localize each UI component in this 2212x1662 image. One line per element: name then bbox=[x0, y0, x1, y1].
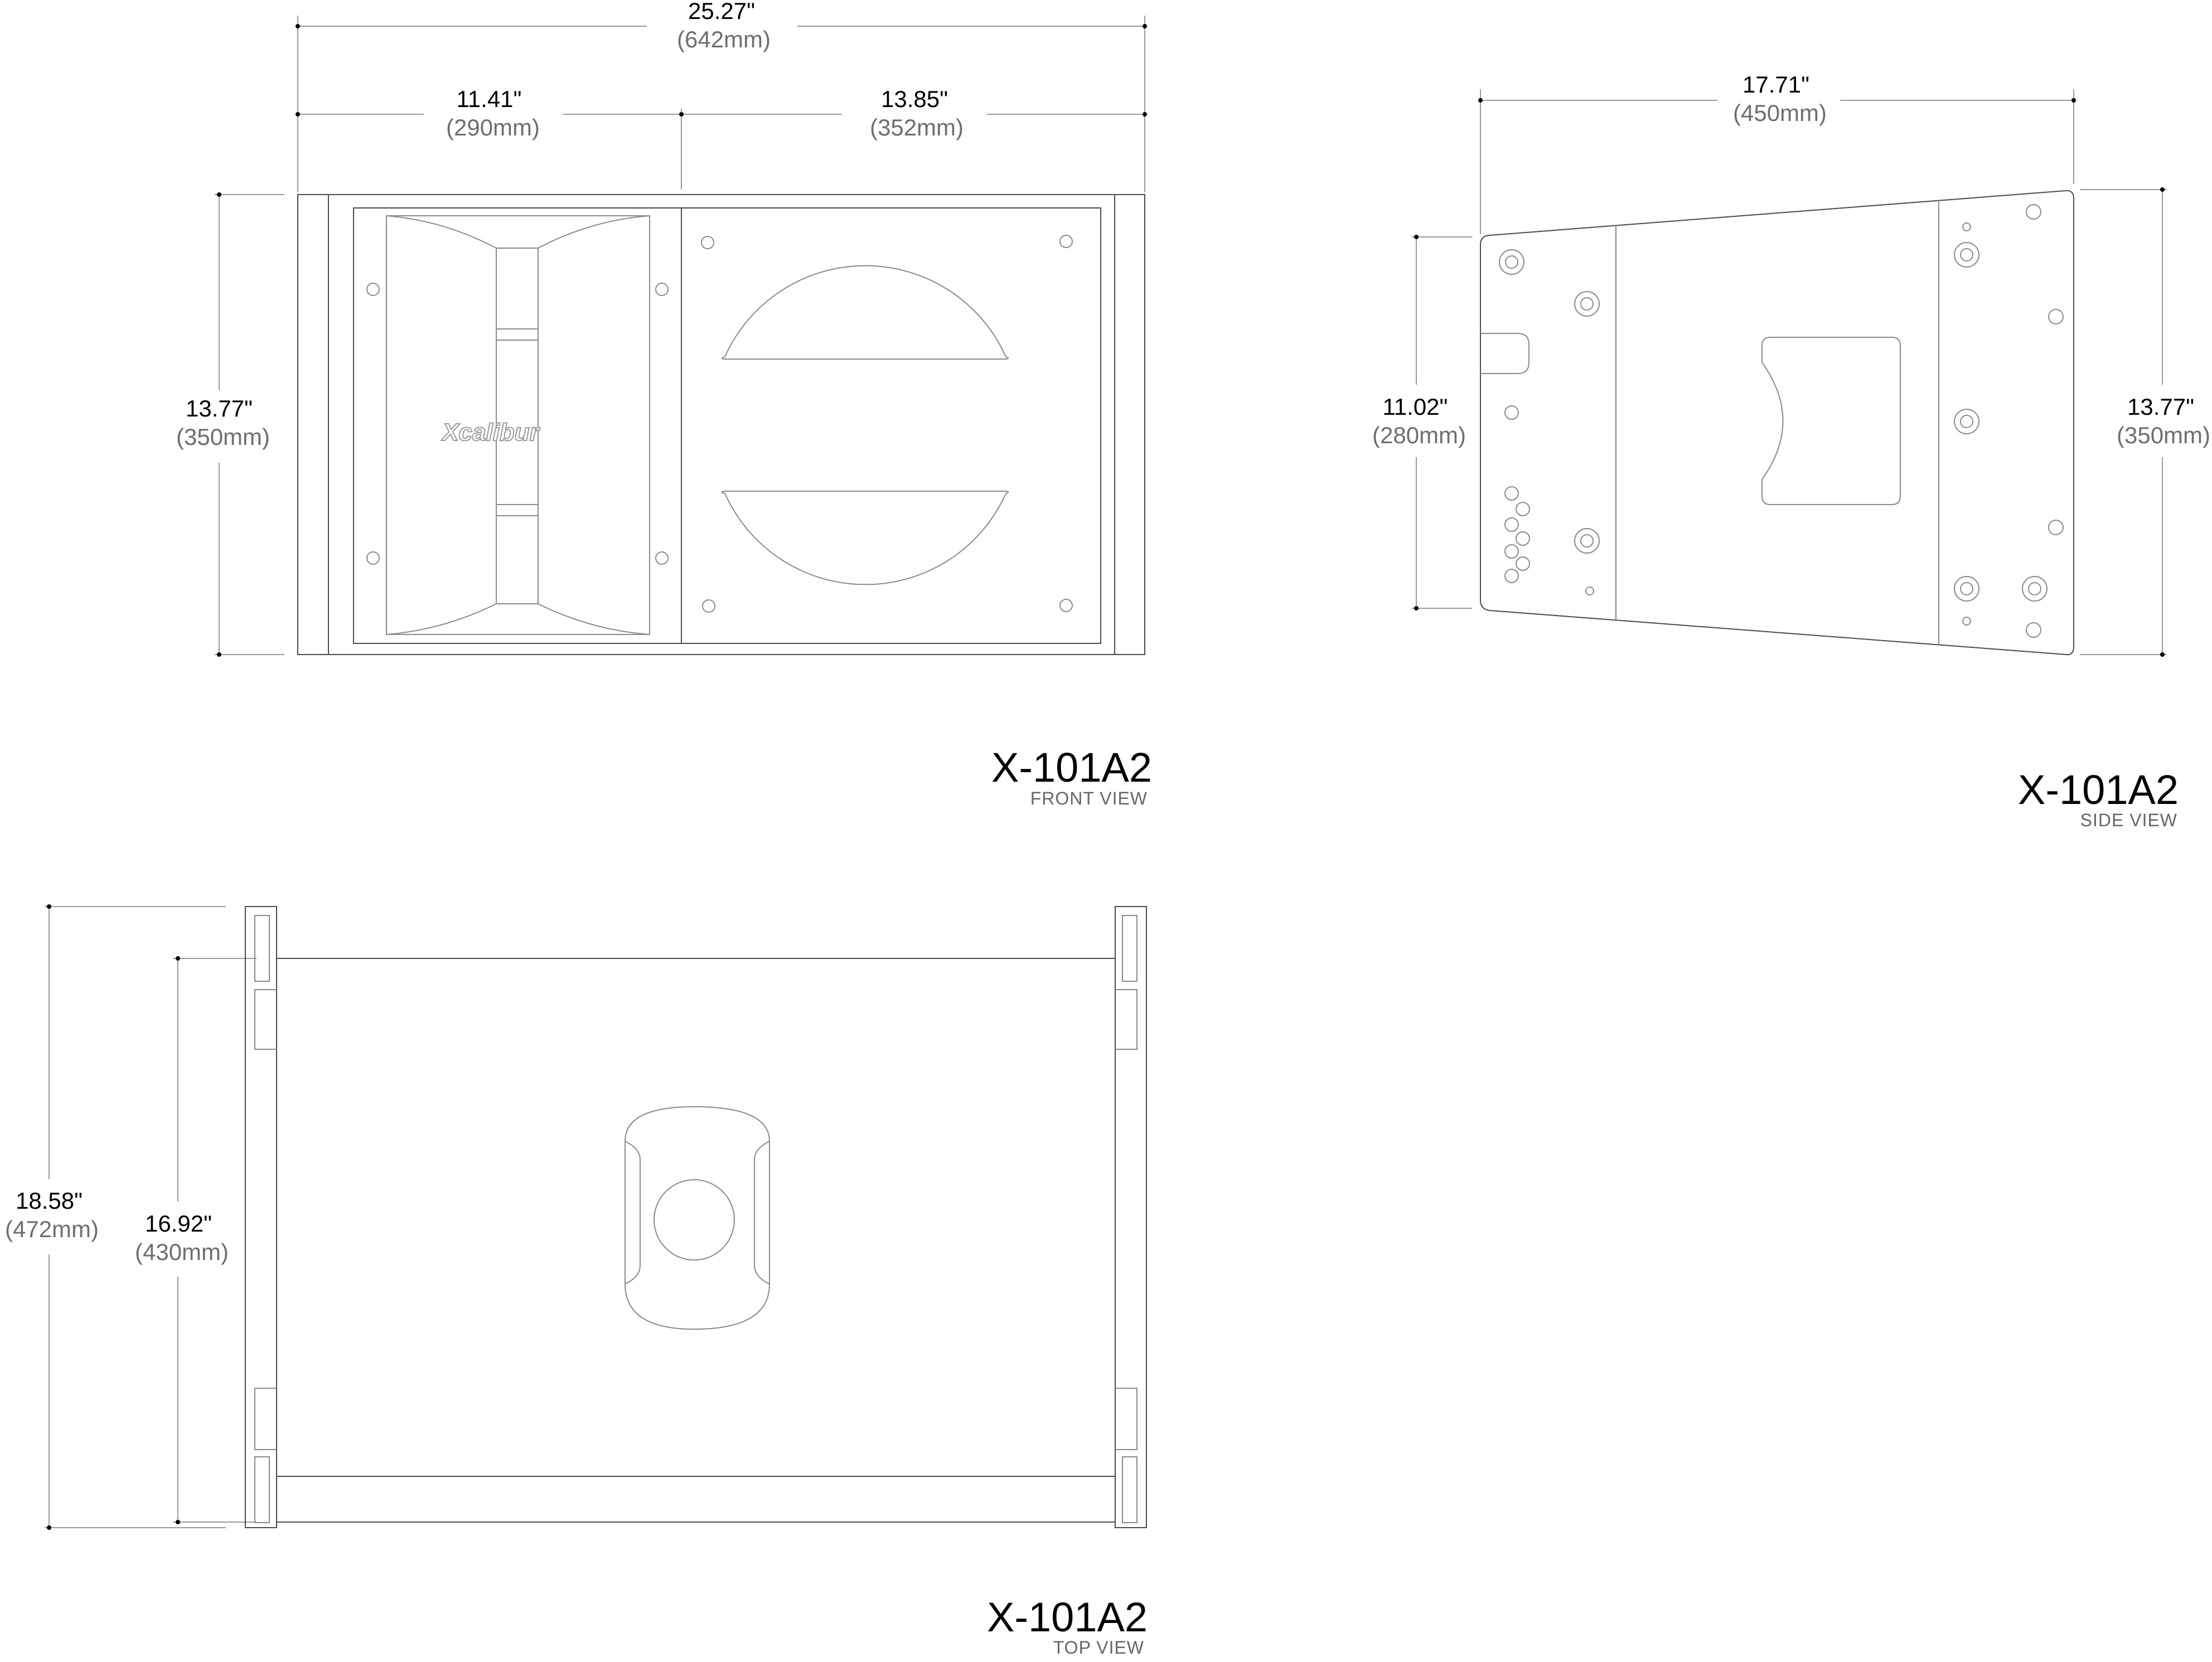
front-horn-width-dimension bbox=[296, 84, 1147, 190]
side-depth-mm: (450mm) bbox=[1732, 100, 1827, 126]
front-view bbox=[176, 0, 1152, 808]
side-view bbox=[1372, 71, 2210, 830]
top-model-label: X-101A2 bbox=[987, 1594, 1148, 1640]
side-rear-height-inches: 11.02" bbox=[1382, 394, 1448, 420]
front-horn bbox=[386, 216, 650, 634]
top-cabinet bbox=[245, 907, 1146, 1528]
front-height-mm: (350mm) bbox=[176, 424, 270, 450]
side-depth-dimension bbox=[1478, 71, 2076, 234]
top-overall-depth-mm: (472mm) bbox=[4, 1216, 99, 1242]
side-model-label: X-101A2 bbox=[2018, 767, 2179, 813]
front-woofer-ports bbox=[722, 266, 1008, 585]
front-view-label: FRONT VIEW bbox=[1030, 788, 1148, 808]
front-cabinet bbox=[298, 195, 1145, 655]
side-front-height-dimension bbox=[2080, 187, 2210, 657]
side-rigging-holes bbox=[1499, 243, 2047, 601]
front-horn-width-mm: (290mm) bbox=[446, 114, 540, 140]
top-overall-depth-inches: 18.58" bbox=[15, 1188, 83, 1214]
side-rear-height-mm: (280mm) bbox=[1372, 422, 1466, 448]
front-horn-width-inches: 11.41" bbox=[456, 86, 522, 112]
front-brand-logo: Xcalibur bbox=[442, 419, 539, 446]
top-inner-depth-mm: (430mm) bbox=[134, 1239, 229, 1265]
side-view-label: SIDE VIEW bbox=[2080, 810, 2177, 830]
top-inner-depth-inches: 16.92" bbox=[144, 1210, 212, 1237]
front-height-inches: 13.77" bbox=[185, 395, 253, 421]
front-model-label: X-101A2 bbox=[991, 744, 1152, 791]
front-woofer-width-inches: 13.85" bbox=[880, 86, 948, 112]
top-view bbox=[5, 904, 1148, 1658]
front-woofer-width-mm: (352mm) bbox=[869, 114, 964, 140]
front-overall-width-mm: (642mm) bbox=[676, 26, 771, 52]
top-view-label: TOP VIEW bbox=[1053, 1637, 1144, 1658]
side-cabinet bbox=[1480, 191, 2074, 655]
side-front-height-mm: (350mm) bbox=[2116, 422, 2211, 448]
side-rear-height-dimension bbox=[1372, 235, 1472, 610]
front-overall-width-dimension bbox=[296, 0, 1147, 192]
front-overall-width-inches: 25.27" bbox=[688, 0, 756, 24]
front-height-dimension bbox=[176, 192, 284, 657]
top-inner-depth-dimension bbox=[135, 956, 256, 1524]
side-front-height-inches: 13.77" bbox=[2127, 394, 2195, 420]
side-depth-inches: 17.71" bbox=[1742, 71, 1810, 98]
top-handle-recess bbox=[625, 1107, 769, 1329]
